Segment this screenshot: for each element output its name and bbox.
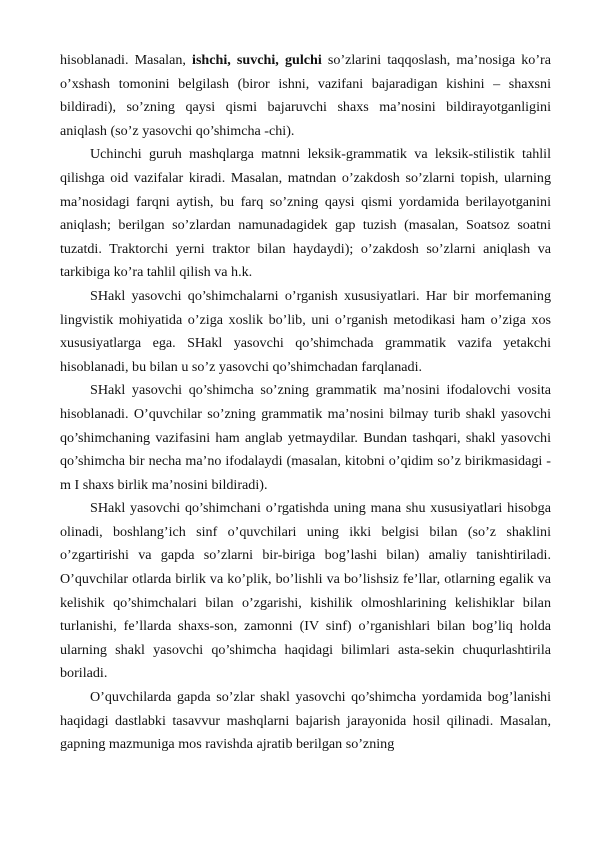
paragraph-4: SHakl yasovchi qo’shimcha so’zning grammatik ma’nosini ifodalovchi vosita hisoblanadi. O’quvchilar so’zning grammatik ma’nosini bilmay turib shakl yasovchi qo’shimchaning vazifasini ham anglab yetmaydilar. Bundan tashqari, shakl yasovchi qo’shimcha bir necha ma’no ifodalaydi (masalan, kitobni o’qidim so’z birikmasidagi -m I shaxs birlik ma’nosini bildiradi). xyxy=(60,382,551,493)
paragraph-6: O’quvchilarda gapda so’zlar shakl yasovchi qo’shimcha yordamida bog’lanishi haqidagi dastlabki tasavvur mashqlarni bajarish jarayonida hosil qilinadi. Masalan, gapning mazmuniga mos ravishda ajratib berilgan so’zning xyxy=(60,689,551,753)
paragraph-5: SHakl yasovchi qo’shimchani o’rgatishda uning mana shu xususiyatlari hisobga olinadi, boshlang’ich sinf o’quvchilari uning ikki belgisi bilan (so’z shaklini o’zgartirishi va gapda so’zlarni bir-biriga bog’lashi bilan) amaliy tanishtiriladi. O’quvchilar otlarda birlik va ko’plik, bo’lishli va bo’lishsiz fe’llar, otlarning egalik va kelishik qo’shimchalari bilan o’zgarishi, kishilik olmoshlarining kelishiklar bilan turlanishi, fe’llarda shaxs-son, zamonni (IV sinf) o’rganishlari bilan bog’liq holda ularning shakl yasovchi qo’shimcha haqidagi bilimlari asta-sekin chuqurlashtirila boriladi. xyxy=(60,500,551,682)
bold-example-words: ishchi, suvchi, gulchi xyxy=(192,52,322,68)
paragraph-1-text-end: so’zlarini taqqoslash, ma’nosiga ko’ra o’xshash tomonini belgilash (biror ishni, vazifani bajaradigan kishini – shaxsni bildiradi), so’zning qaysi qismi bajaruvchi shaxs ma’nosini bildirayotganligini aniqlash (so’z yasovchi qo’shimcha -chi). xyxy=(60,52,551,139)
paragraph-1 xyxy=(60,49,551,143)
document-page xyxy=(60,49,551,757)
paragraph-1-text-start: hisoblanadi. Masalan, xyxy=(60,52,193,68)
paragraph-2: Uchinchi guruh mashqlarga matnni leksik-grammatik va leksik-stilistik tahlil qilishga oid vazifalar kiradi. Masalan, matndan o’zakdosh so’zlarni topish, ularning ma’nosidagi farqni aytish, bu farq so’zning qaysi qismi yordamida berilayotganini aniqlash; berilgan so’zlardan namunadagidek gap tuzish (masalan, Soatsoz soatni tuzatdi. Traktorchi yerni traktor bilan haydaydi); o’zakdosh so’zlarni aniqlash va tarkibiga ko’ra tahlil qilish va h.k. xyxy=(60,146,551,281)
paragraph-3: SHakl yasovchi qo’shimchalarni o’rganish xususiyatlari. Har bir morfemaning lingvistik mohiyatida o’ziga xoslik bo’lib, uni o’rganish metodikasi ham o’ziga xos xususiyatlarga ega. SHakl yasovchi qo’shimchada grammatik vazifa yetakchi hisoblanadi, bu bilan u so’z yasovchi qo’shimchadan farqlanadi. xyxy=(60,287,551,375)
